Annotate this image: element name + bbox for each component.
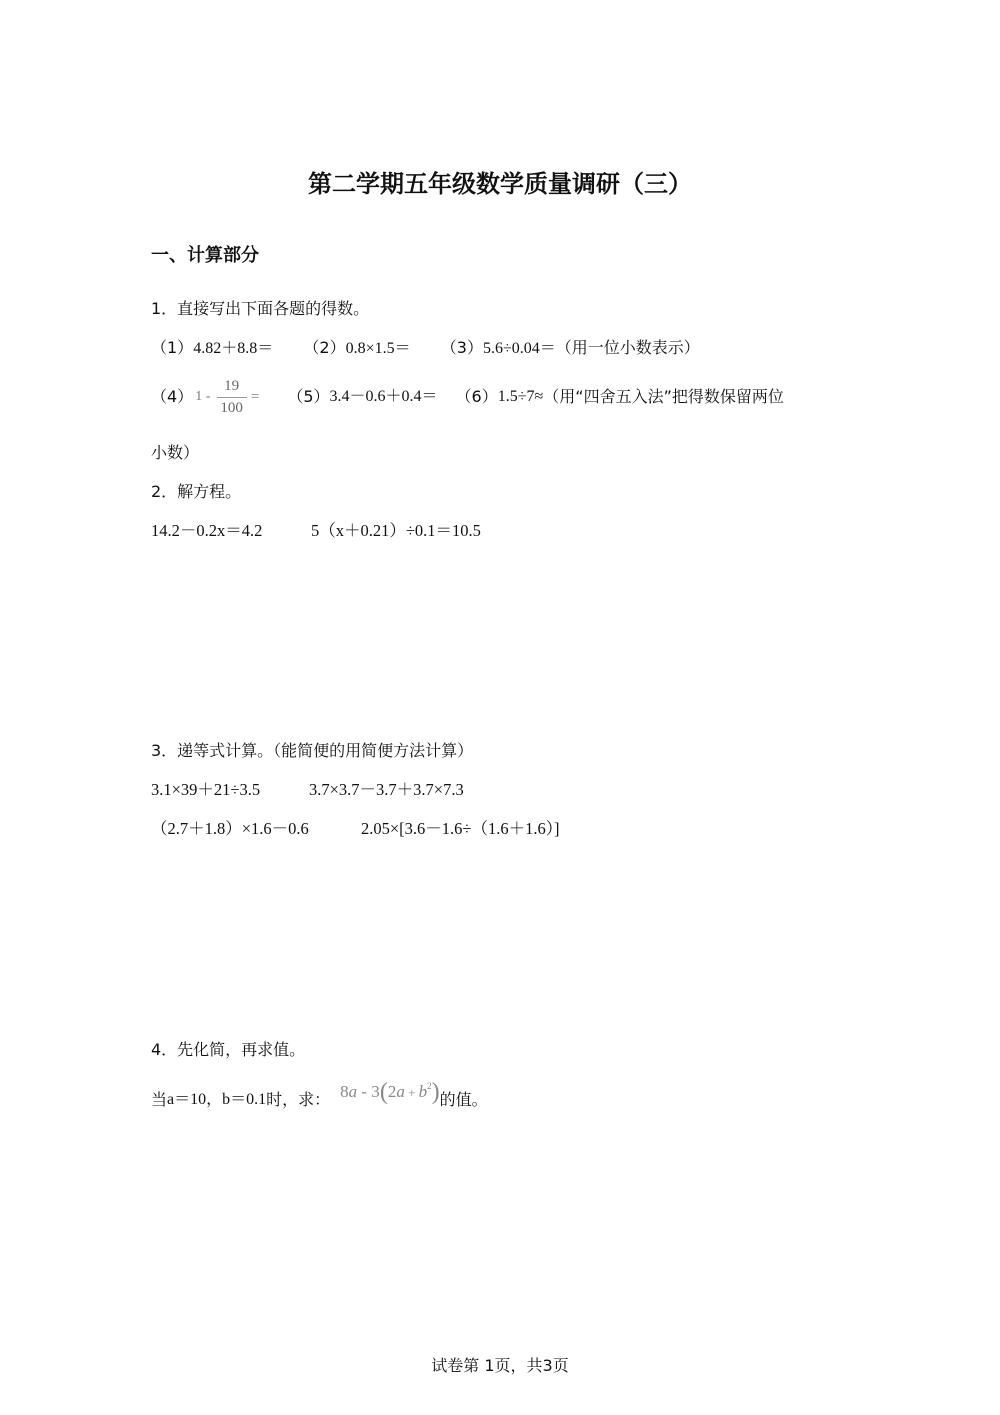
equation-1: 14.2－0.2x＝4.2 — [151, 521, 263, 540]
expression-1: 3.1×39＋21÷3.5 — [151, 780, 261, 799]
section-heading-calculation: 一、计算部分 — [151, 245, 259, 266]
equation-2: 5（x＋0.21）÷0.1＝10.5 — [311, 521, 481, 540]
expression-2: 3.7×3.7－3.7＋3.7×7.3 — [309, 780, 464, 799]
item-4-equals: = — [250, 388, 260, 405]
page-title: 第二学期五年级数学质量调研（三） — [308, 170, 692, 198]
expr-plus: + — [404, 1085, 419, 1100]
ask-text: 时，求： — [266, 1090, 331, 1109]
page-footer: 试卷第 1页，共3页 — [431, 1356, 569, 1375]
expr-var-a-2: a — [396, 1082, 405, 1101]
question-1-row-1 — [151, 340, 700, 357]
variable-values: a＝10，b＝0.1 — [167, 1091, 267, 1108]
expression-4: 2.05×[3.6－1.6÷（1.6＋1.6）] — [361, 819, 560, 838]
item-3-label: （3） — [440, 338, 483, 357]
item-2-label: （2） — [303, 338, 346, 357]
expr-var-b: b — [418, 1082, 428, 1101]
item-3-note: （用一位小数表示） — [555, 338, 700, 357]
expr-var-a: a — [348, 1082, 358, 1101]
expr-right-paren: ) — [431, 1079, 440, 1105]
expr-coef-2: 2 — [387, 1082, 397, 1101]
expression-3: （2.7＋1.8）×1.6－0.6 — [151, 819, 309, 838]
item-1-label: （1） — [151, 338, 194, 357]
item-6-expr: 1.5÷7≈ — [497, 388, 544, 405]
item-6-note: （用“四舍五入法”把得数保留两位 — [543, 387, 784, 406]
when-text: 当 — [151, 1090, 168, 1109]
expr-minus-3: - 3 — [357, 1082, 380, 1101]
item-4-label: （4） — [151, 387, 194, 406]
fraction-denominator: 100 — [220, 399, 243, 416]
item-6-note-continued: 小数） — [151, 443, 200, 462]
question-4-heading: 4．先化简，再求值。 — [151, 1040, 306, 1059]
item-6-label: （6） — [455, 387, 498, 406]
item-4-fraction — [216, 379, 247, 416]
fraction-bar — [217, 397, 247, 398]
question-1-row-2 — [151, 375, 784, 419]
question-2-heading: 2．解方程。 — [151, 482, 242, 501]
expr-coef-8: 8 — [340, 1082, 349, 1101]
item-2-expr: 0.8×1.5＝ — [345, 340, 411, 357]
expr-left-paren: ( — [379, 1079, 388, 1105]
item-3-expr: 5.6÷0.04＝ — [482, 340, 556, 357]
question-1-heading: 1．直接写出下面各题的得数。 — [151, 299, 370, 318]
algebraic-expression — [340, 1080, 440, 1104]
item-4-prefix: 1 - — [195, 389, 211, 404]
item-1-expr: 4.82＋8.8＝ — [193, 340, 274, 357]
fraction-numerator: 19 — [224, 377, 240, 394]
value-suffix: 的值。 — [439, 1090, 488, 1109]
expr-exponent: 2 — [427, 1081, 432, 1091]
item-5-label: （5） — [287, 387, 330, 406]
question-4-line — [151, 1080, 488, 1120]
question-3-heading: 3．递等式计算。（能简便的用简便方法计算） — [151, 741, 474, 760]
item-5-expr: 3.4－0.6＋0.4＝ — [329, 388, 438, 405]
